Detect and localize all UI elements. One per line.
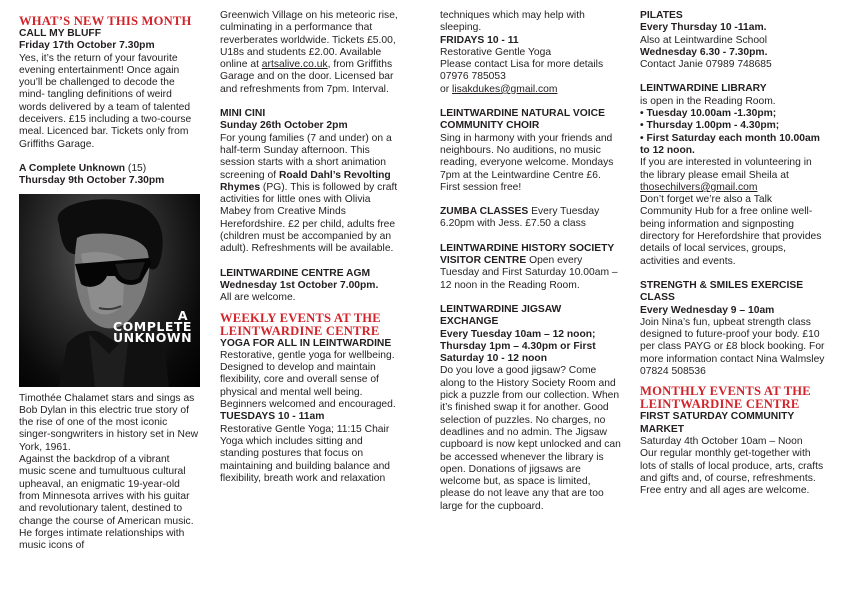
film-poster-image — [19, 194, 200, 387]
library-item-3: • First Saturday each month 10.00am to 12 noon. — [640, 132, 820, 156]
library-talk: Don’t forget we’re also a Talk Community Hub for a free online well-being information and signposting directory for Herefordshire that provides details of local services, groups, activities and events. — [640, 194, 822, 267]
spacer — [440, 96, 622, 108]
mini-cini-block — [220, 108, 402, 256]
agm-body: All are welcome. — [220, 292, 296, 304]
section-title-weekly: WEEKLY EVENTS AT THE LEINTWARDINE CENTRE — [220, 310, 381, 338]
strength-when: Every Wednesday 9 – 10am — [640, 304, 775, 316]
spacer — [220, 96, 402, 108]
zumba-title: ZUMBA CLASSES — [440, 206, 529, 218]
column-2 — [220, 10, 402, 485]
choir-body: Sing in harmony with your friends and neighbours. No auditions, no music reading, everyone welcome. Mondays 7pm at the Leintwardine Centre £6. First session free! — [440, 132, 614, 193]
spacer — [19, 151, 199, 163]
strength-title: STRENGTH & SMILES EXERCISE CLASS — [640, 279, 804, 304]
mini-cini-date: Sunday 26th October 2pm — [220, 120, 348, 132]
history-block — [440, 243, 622, 292]
film-block — [19, 163, 199, 552]
mini-cini-title: MINI CINI — [220, 108, 266, 120]
strength-body: Join Nina’s fun, upbeat strength class designed to future-proof your body. £10 per class PAYG or £8 block booking. For more information contact Nina Walmsley 07824 508536 — [640, 316, 825, 378]
history-body: Open every Tuesday and First Saturday 10.00am – 12 noon in the Reading Room. — [440, 255, 618, 291]
library-volunteer — [640, 157, 825, 194]
choir-block — [440, 108, 622, 194]
bluff-title: CALL MY BLUFF — [19, 28, 101, 39]
yoga-title: YOGA FOR ALL IN LEINTWARDINE — [220, 337, 392, 349]
jigsaw-block — [440, 304, 622, 513]
film-continued — [220, 10, 402, 96]
jigsaw-title: LEINTWARDINE JIGSAW EXCHANGE — [440, 303, 562, 328]
agm-title: LEINTWARDINE CENTRE AGM — [220, 267, 371, 279]
library-block — [640, 83, 825, 267]
column-4 — [640, 10, 825, 497]
pilates-line-3: Wednesday 6.30 - 7.30pm. — [640, 46, 768, 58]
call-my-bluff-block — [19, 28, 199, 151]
pilates-title: PILATES — [640, 10, 683, 21]
zumba-block — [440, 206, 622, 231]
spacer — [640, 268, 825, 280]
strength-block — [640, 280, 825, 378]
pilates-block — [640, 10, 825, 71]
or-text: or — [440, 83, 453, 95]
film-title: A Complete Unknown — [19, 162, 126, 174]
film-rating: (15) — [125, 162, 147, 174]
library-item-2: • Thursday 1.00pm - 4.30pm; — [640, 120, 780, 132]
pilates-line-4: Contact Janie 07989 748685 — [640, 59, 772, 71]
lisa-email-link[interactable]: lisakdukes@gmail.com — [452, 83, 558, 95]
agm-block — [220, 268, 402, 305]
mini-cini-text-a: For young families (7 and under) on a half-term Sunday afternoon. This session starts with a short animation screening of — [220, 132, 392, 181]
artsalive-link[interactable]: artsalive.co.uk — [261, 59, 328, 71]
choir-title: LEINTWARDINE NATURAL VOICE COMMUNITY CHOIR — [440, 108, 605, 132]
jigsaw-body: Do you love a good jigsaw? Come along to the History Society Room and pick a puzzle from our collection. When it’s finished swap it for another. Good selection of puzzles. No charges, no deadlines and no admin. The Jigsaw cupboard is now kept unlocked and can be accessed whenever the library is open. Donations of jigsaws are welcome but, as space is limited, please do not leave any that are too large for the cupboard. — [440, 365, 621, 512]
bluff-body: Yes, it’s the return of your favourite evening entertainment! Once again you’ll be challenged to decode the mind- tangling definitions of weird words delivered by a team of talented deceivers. £15 including a two-course meal. Licenced bar. Tickets only from Griffiths Garage. — [19, 52, 192, 150]
sheila-email-link[interactable]: thosechilvers@gmail.com — [640, 181, 758, 193]
fridays-title: FRIDAYS 10 - 11 — [440, 34, 519, 46]
pilates-line-1: Every Thursday 10 -11am. — [640, 22, 767, 34]
film-date: Thursday 9th October 7.30pm — [19, 175, 165, 187]
bluff-date: Friday 17th October 7.30pm — [19, 40, 155, 52]
spacer — [220, 256, 402, 268]
yoga-block — [220, 338, 402, 486]
agm-date: Wednesday 1st October 7.00pm. — [220, 279, 379, 291]
mini-cini-body — [220, 133, 402, 256]
film-cont-text-a: Greenwich Village on his meteoric rise, culminating in a performance that reverberates worldwide. Tickets £5.00, U18s and students £2.00. Available online at — [220, 10, 398, 71]
film-body-2: Against the backdrop of a vibrant music scene and tumultuous cultural upheaval, an enigmatic 19-year-old from Minnesota arrives with his guitar and revolutionary talent, destined to change the course of American music. He forges intimate relationships with music icons of — [19, 454, 194, 552]
film-cont-text-b: , from Griffiths Garage and on the door. Licensed bar and refreshments from 7pm. Interval. — [220, 59, 394, 95]
history-title: LEINTWARDINE HISTORY SOCIETY VISITOR CENTRE — [440, 242, 615, 267]
yoga-continued: techniques which may help with sleeping. — [440, 10, 585, 34]
pilates-line-2: Also at Leintwardine School — [640, 34, 768, 46]
section-title-whats-new: WHAT’S NEW THIS MONTH — [19, 14, 192, 28]
portrait-illustration — [19, 194, 200, 387]
section-title-monthly: MONTHLY EVENTS AT THE LEINTWARDINE CENTRE — [640, 384, 811, 412]
spacer — [440, 231, 622, 243]
film-body-1: Timothée Chalamet stars and sings as Bob Dylan in this electric true story of the rise of one of the most iconic singer-songwriters in history set in New York, 1961. — [19, 392, 199, 453]
library-intro: is open in the Reading Room. — [640, 95, 776, 107]
spacer — [440, 194, 622, 206]
mini-cini-bold: Roald Dahl’s Revolting Rhymes — [220, 169, 391, 193]
market-body: Our regular monthly get-together with lots of stalls of local produce, arts, crafts and gifts and, of course, refreshments. Free entry and all ages are welcome. — [640, 448, 824, 497]
yoga-body: Restorative, gentle yoga for wellbeing. Designed to develop and maintain flexibility, core and overall sense of physical and mental well being. Beginners welcomed and encouraged. — [220, 349, 396, 411]
yoga-contact: Please contact Lisa for more details 07976 785053 — [440, 59, 604, 83]
library-title: LEINTWARDINE LIBRARY — [640, 83, 767, 95]
column-1 — [19, 15, 199, 552]
yoga-tuesday-body: Restorative Gentle Yoga; 11:15 Chair Yoga which includes sitting and standing postures that focus on maintaining and building balance and flexibility, breath work and relaxation — [220, 423, 391, 484]
zumba-body: Every Tuesday 6.20pm with Jess. £7.50 a class — [440, 206, 600, 230]
market-block — [640, 411, 825, 497]
column-3 — [440, 10, 622, 513]
market-title: FIRST SATURDAY COMMUNITY MARKET — [640, 411, 795, 435]
library-item-1: • Tuesday 10.00am -1.30pm; — [640, 108, 777, 120]
spacer — [440, 292, 622, 304]
yoga-email-line — [440, 84, 622, 96]
yoga-tuesday: TUESDAYS 10 - 11am — [220, 411, 325, 423]
market-date: Saturday 4th October 10am – Noon — [640, 435, 803, 447]
fridays-body: Restorative Gentle Yoga — [440, 46, 552, 58]
mini-cini-text-b: (PG). This is followed by craft activities for little ones with Olivia Mabey from Creative Minds Herefordshire. £2 per child, adults free (children must be accompanied by an adult). Refreshments will be available. — [220, 181, 398, 255]
poster-title-text: A COMPLETE UNKNOWN — [113, 307, 193, 345]
volunteer-text: If you are interested in volunteering in the library please email Sheila at — [640, 157, 812, 181]
jigsaw-times: Every Tuesday 10am – 12 noon; Thursday 1pm – 4.30pm or First Saturday 10 - 12 noon — [440, 328, 596, 365]
spacer — [640, 71, 825, 83]
